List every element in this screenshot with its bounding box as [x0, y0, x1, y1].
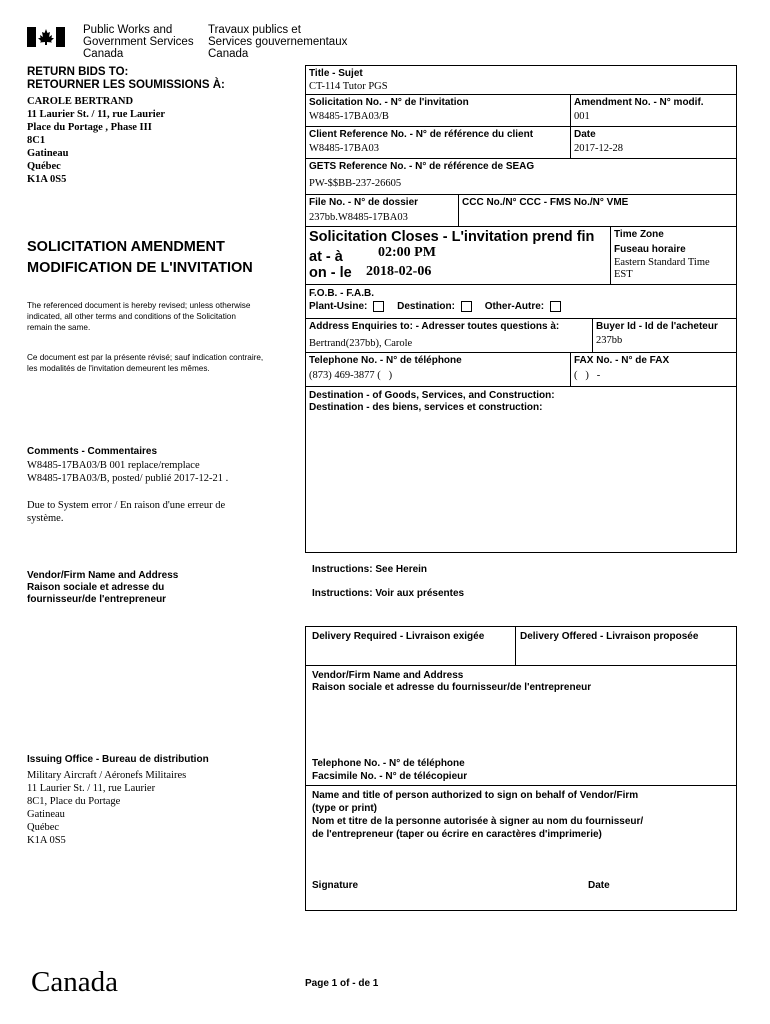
issuing-office-label: Issuing Office - Bureau de distribution [27, 754, 209, 765]
time-zone-label-en: Time Zone [614, 229, 664, 240]
client-reference-value: W8485-17BA03 [309, 143, 379, 154]
gets-reference-label: GETS Reference No. - N° de référence de SEAG [309, 161, 535, 172]
file-number-value: 237bb.W8485-17BA03 [309, 212, 408, 223]
vendor-phone-fax-labels: Telephone No. - N° de téléphone Facsimile No. - N° de télécopieur [312, 758, 468, 782]
destination-goods-label: Destination - of Goods, Services, and Construction: Destination - des biens, services et construction: [309, 390, 555, 413]
time-zone-label-fr: Fuseau horaire [614, 244, 686, 255]
delivery-required-label: Delivery Required - Livraison exigée [312, 631, 485, 642]
address-enquiries-label: Address Enquiries to: - Adresser toutes questions à: [309, 321, 560, 332]
destination-checkbox[interactable] [461, 301, 472, 312]
instructions-en: Instructions: See Herein [312, 564, 428, 575]
gets-reference-value: PW-$$BB-237-26605 [309, 178, 402, 189]
closing-time-value: 02:00 PM [378, 245, 436, 260]
page-number: Page 1 of - de 1 [305, 978, 379, 989]
department-name-fr: Travaux publics et Services gouvernementaux Canada [208, 24, 348, 60]
buyer-id-label: Buyer Id - Id de l'acheteur [596, 321, 718, 332]
file-number-label: File No. - N° de dossier [309, 197, 419, 208]
department-name-en: Public Works and Government Services Canada [83, 24, 194, 60]
instructions-fr: Instructions: Voir aux présentes [312, 588, 465, 599]
return-bids-title: RETURN BIDS TO: RETOURNER LES SOUMISSIONS À: [27, 66, 225, 91]
amendment-number-label: Amendment No. - N° modif. [574, 97, 704, 108]
amendment-text-en: The referenced document is hereby revised; unless otherwise indicated, all other terms and conditions of the Solicitation remain the same. [27, 301, 251, 332]
comments-label: Comments - Commentaires [27, 446, 158, 457]
date-label: Date [574, 129, 596, 140]
closing-at-label: at - à [309, 249, 343, 265]
time-zone-value: Eastern Standard Time EST [614, 257, 710, 280]
closing-date-value: 2018-02-06 [366, 264, 432, 279]
fob-label: F.O.B. - F.A.B. [309, 288, 374, 299]
comments-text: W8485-17BA03/B 001 replace/remplace W8485-17BA03/B, posted/ publié 2017-12-21 . [27, 460, 229, 484]
vendor-firm-left-label: Vendor/Firm Name and Address Raison sociale et adresse du fournisseur/de l'entrepreneur [27, 570, 179, 605]
date-value: 2017-12-28 [574, 143, 623, 154]
fob-options: Plant-Usine: Destination: Other-Autre: [309, 301, 567, 313]
amendment-number-value: 001 [574, 111, 590, 122]
title-value: CT-114 Tutor PGS [309, 81, 388, 92]
fax-value: ( ) - [574, 370, 601, 381]
signature-label: Signature [312, 880, 359, 891]
delivery-offered-label: Delivery Offered - Livraison proposée [520, 631, 699, 642]
amendment-title: SOLICITATION AMENDMENT MODIFICATION DE L'INVITATION [27, 239, 253, 276]
buyer-id-value: 237bb [596, 335, 623, 346]
comments-error-text: Due to System error / En raison d'une erreur de système. [27, 500, 226, 524]
solicitation-number-label: Solicitation No. - N° de l'invitation [309, 97, 469, 108]
plant-usine-checkbox[interactable] [373, 301, 384, 312]
amendment-text-fr: Ce document est par la présente révisé; sauf indication contraire, les modalités de l'invitation demeurent les mêmes. [27, 353, 264, 373]
signature-date-label: Date [588, 880, 610, 891]
ccc-number-label: CCC No./N° CCC - FMS No./N° VME [462, 197, 629, 208]
fax-label: FAX No. - N° de FAX [574, 355, 670, 366]
vendor-firm-label: Vendor/Firm Name and Address Raison sociale et adresse du fournisseur/de l'entrepreneur [312, 670, 592, 693]
address-enquiries-value: Bertrand(237bb), Carole [309, 338, 413, 349]
issuing-office-address: Military Aircraft / Aéronefs Militaires 11 Laurier St. / 11, rue Laurier 8C1, Place du Portage Gatineau Québec K1A 0S5 [27, 770, 187, 846]
solicitation-closes-label: Solicitation Closes - L'invitation prend fin [309, 229, 595, 245]
telephone-label: Telephone No. - N° de téléphone [309, 355, 462, 366]
solicitation-number-value: W8485-17BA03/B [309, 111, 389, 122]
authorized-person-label: Name and title of person authorized to sign on behalf of Vendor/Firm (type or print) Nom et titre de la personne autorisée à signer au nom du fournisseur/ de l'entrepreneur (taper ou écrire en caractères d'imprimerie) [312, 790, 644, 840]
client-reference-label: Client Reference No. - N° de référence du client [309, 129, 534, 140]
telephone-value: (873) 469-3877 ( ) [309, 370, 393, 381]
closing-on-label: on - le [309, 265, 352, 281]
other-autre-checkbox[interactable] [550, 301, 561, 312]
title-label: Title - Sujet [309, 68, 363, 79]
return-bids-address: CAROLE BERTRAND 11 Laurier St. / 11, rue Laurier Place du Portage , Phase III 8C1 Gatineau Québec K1A 0S5 [27, 96, 166, 185]
canada-flag-logo [27, 27, 65, 47]
canada-wordmark: Canada [31, 966, 118, 998]
